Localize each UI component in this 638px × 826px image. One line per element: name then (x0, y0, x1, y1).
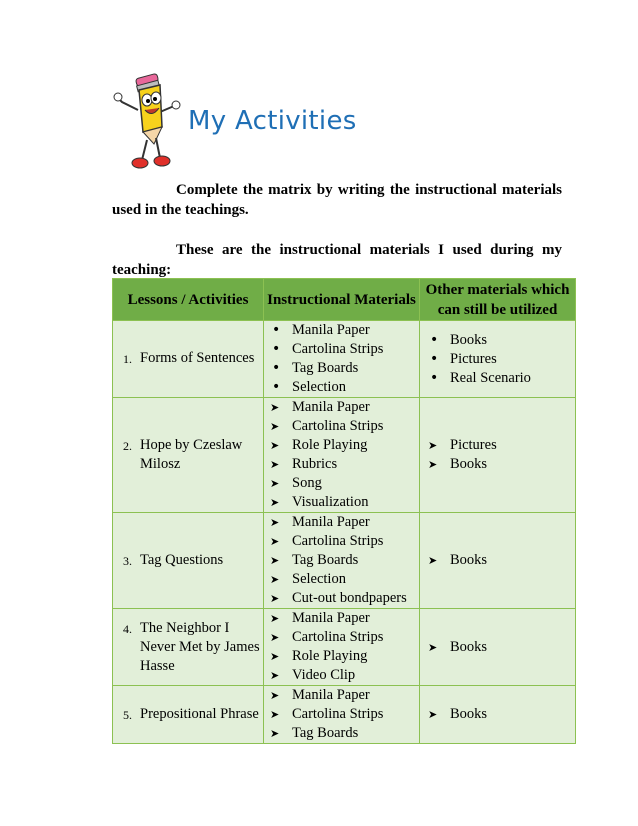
lesson-title: Tag Questions (140, 551, 224, 568)
list-item (264, 589, 419, 608)
material-label: Books (450, 638, 488, 655)
list-item (420, 638, 575, 657)
bullet-icon: • (272, 379, 281, 395)
arrow-bullet-icon: ➤ (270, 420, 280, 433)
other-materials-list (420, 705, 575, 724)
material-label: Selection (292, 571, 346, 587)
material-label: Video Clip (292, 667, 356, 683)
material-label: Books (450, 552, 488, 568)
list-item (420, 705, 575, 724)
lesson-cell (113, 686, 264, 744)
material-label: Manila Paper (292, 687, 370, 703)
arrow-bullet-icon: ➤ (270, 612, 280, 625)
instructional-materials-cell (264, 513, 420, 609)
list-item (264, 724, 419, 743)
list-item (420, 455, 575, 474)
lesson-title: Prepositional Phrase (140, 705, 259, 722)
other-materials-cell (420, 686, 576, 744)
bullet-icon: • (430, 331, 439, 348)
table-row (113, 513, 576, 609)
lesson-number: 5. (123, 707, 132, 722)
lesson-number: 3. (123, 553, 132, 568)
arrow-bullet-icon: ➤ (270, 477, 280, 490)
other-materials-cell (420, 513, 576, 609)
header-instructional: Instructional Materials (264, 279, 420, 321)
other-materials-list (420, 436, 575, 474)
instructional-materials-cell (264, 686, 420, 744)
material-label: Cartolina Strips (292, 533, 384, 549)
list-item (420, 331, 575, 350)
pencil-mascot-icon (110, 72, 185, 172)
other-materials-list (420, 638, 575, 657)
material-label: Visualization (292, 494, 369, 510)
other-materials-cell (420, 398, 576, 513)
table-row (113, 321, 576, 398)
arrow-bullet-icon: ➤ (270, 458, 280, 471)
arrow-bullet-icon: ➤ (270, 554, 280, 567)
list-item (264, 359, 419, 378)
arrow-bullet-icon: ➤ (428, 554, 438, 567)
bullet-icon: • (430, 350, 439, 367)
arrow-bullet-icon: ➤ (270, 496, 280, 509)
material-label: Real Scenario (450, 369, 531, 386)
list-item (264, 436, 419, 455)
material-label: Song (292, 475, 322, 491)
instruction-paragraph-2: These are the instructional materials I used during my teaching: (112, 242, 562, 278)
arrow-bullet-icon: ➤ (270, 708, 280, 721)
material-label: Manila Paper (292, 322, 370, 338)
lesson-cell (113, 321, 264, 398)
arrow-bullet-icon: ➤ (428, 640, 438, 654)
list-item (264, 570, 419, 589)
activities-table (112, 278, 576, 744)
lesson-title: Hope by Czeslaw Milosz (140, 437, 243, 472)
lesson-number: 1. (123, 352, 132, 366)
arrow-bullet-icon: ➤ (270, 573, 280, 586)
arrow-bullet-icon: ➤ (270, 439, 280, 452)
instructional-materials-list (264, 398, 419, 512)
instructional-materials-cell (264, 398, 420, 513)
header-other: Other materials which can still be utilized (420, 279, 576, 321)
material-label: Cartolina Strips (292, 341, 384, 357)
list-item (264, 609, 419, 628)
list-item (264, 417, 419, 436)
list-item (264, 513, 419, 532)
material-label: Rubrics (292, 456, 338, 472)
arrow-bullet-icon: ➤ (270, 592, 280, 605)
arrow-bullet-icon: ➤ (270, 401, 280, 414)
material-label: Manila Paper (292, 610, 370, 626)
table-row (113, 686, 576, 744)
bullet-icon: • (272, 322, 281, 338)
list-item (264, 474, 419, 493)
table-row (113, 398, 576, 513)
material-label: Tag Boards (292, 552, 359, 568)
bullet-icon: • (272, 341, 281, 357)
arrow-bullet-icon: ➤ (428, 458, 438, 471)
instructional-materials-cell (264, 321, 420, 398)
list-item (420, 436, 575, 455)
header-lessons: Lessons / Activities (113, 279, 264, 321)
arrow-bullet-icon: ➤ (270, 650, 280, 663)
list-item (264, 666, 419, 685)
list-item (264, 340, 419, 359)
list-item (264, 686, 419, 705)
lesson-cell (113, 609, 264, 686)
arrow-bullet-icon: ➤ (270, 535, 280, 548)
material-label: Books (450, 331, 488, 348)
lesson-cell (113, 513, 264, 609)
list-item (264, 493, 419, 512)
table-header-row (113, 279, 576, 321)
material-label: Role Playing (292, 437, 368, 453)
instructional-materials-list (264, 686, 419, 743)
list-item (264, 398, 419, 417)
arrow-bullet-icon: ➤ (270, 516, 280, 529)
material-label: Tag Boards (292, 360, 359, 376)
material-label: Books (450, 706, 488, 722)
other-materials-cell (420, 609, 576, 686)
bullet-icon: • (430, 369, 439, 386)
other-materials-list (420, 331, 575, 388)
list-item (420, 369, 575, 388)
list-item (264, 628, 419, 647)
material-label: Selection (292, 379, 346, 395)
other-materials-cell (420, 321, 576, 398)
material-label: Cartolina Strips (292, 418, 384, 434)
material-label: Books (450, 456, 488, 472)
list-item (264, 532, 419, 551)
list-item (420, 350, 575, 369)
list-item (264, 705, 419, 724)
material-label: Cut-out bondpapers (292, 590, 407, 606)
lesson-number: 2. (123, 439, 132, 453)
material-label: Pictures (450, 437, 497, 453)
bullet-icon: • (272, 360, 281, 376)
list-item (264, 647, 419, 666)
instructional-materials-cell (264, 609, 420, 686)
lesson-title: Forms of Sentences (140, 350, 255, 366)
instructional-materials-list (264, 321, 419, 397)
instructional-materials-list (264, 609, 419, 685)
other-materials-list (420, 551, 575, 570)
list-item (264, 551, 419, 570)
instructional-materials-list (264, 513, 419, 608)
material-label: Cartolina Strips (292, 629, 384, 645)
list-item (264, 321, 419, 340)
arrow-bullet-icon: ➤ (270, 631, 280, 644)
arrow-bullet-icon: ➤ (270, 689, 280, 702)
material-label: Tag Boards (292, 725, 359, 741)
arrow-bullet-icon: ➤ (270, 669, 280, 682)
material-label: Cartolina Strips (292, 706, 384, 722)
instruction-paragraph-1: Complete the matrix by writing the instructional materials used in the teachings. (112, 182, 562, 218)
material-label: Role Playing (292, 648, 368, 664)
page-title: My Activities (188, 106, 357, 136)
lesson-number: 4. (123, 621, 132, 636)
material-label: Manila Paper (292, 399, 370, 415)
list-item (264, 455, 419, 474)
list-item (420, 551, 575, 570)
lesson-title: The Neighbor I Never Met by James Hasse (140, 619, 260, 674)
arrow-bullet-icon: ➤ (428, 439, 438, 452)
table-row (113, 609, 576, 686)
material-label: Manila Paper (292, 514, 370, 530)
material-label: Pictures (450, 350, 497, 367)
list-item (264, 378, 419, 397)
lesson-cell (113, 398, 264, 513)
arrow-bullet-icon: ➤ (428, 708, 438, 721)
arrow-bullet-icon: ➤ (270, 727, 280, 740)
